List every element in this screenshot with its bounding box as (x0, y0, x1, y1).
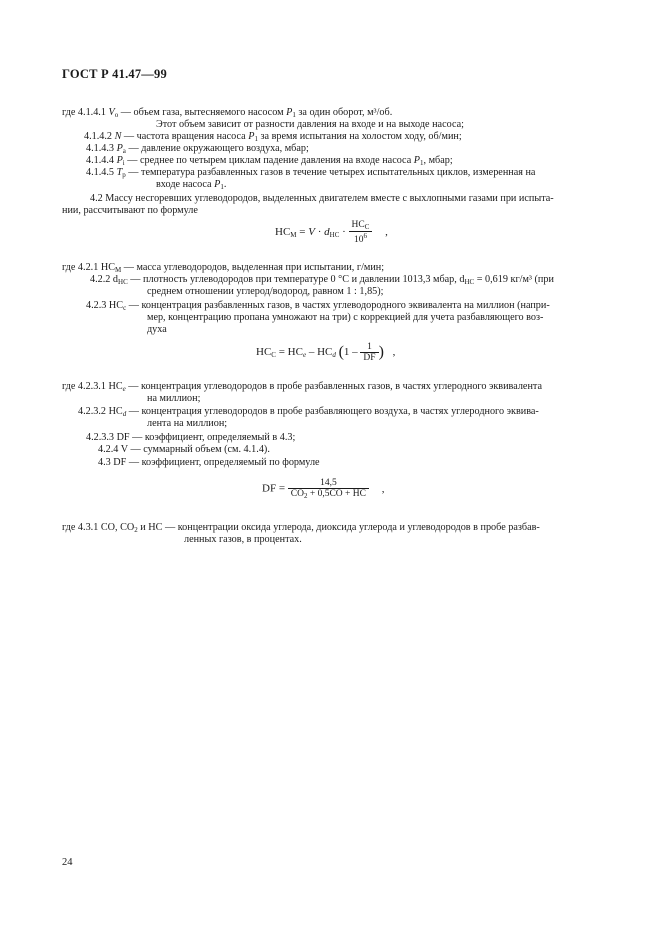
para-4-2-line1: 4.2 Массу несгоревших углеводородов, выделенных двигателем вместе с выхлопными газами при испыта- (90, 193, 554, 204)
def-4-1-4-2: 4.1.4.2 N — частота вращения насоса $P_1$ за время испытания на холостом ходу, об/мин; (84, 131, 462, 143)
def-4-1-4-3: 4.1.4.3 $P_a$ — давление окружающего воздуха, мбар; (86, 143, 309, 155)
def-4-1-4-1-note: Этот объем зависит от разности давления на входе и на выходе насоса; (156, 119, 464, 130)
def-4-2-3: 4.2.3 $HC_c$ — концентрация разбавленных газов, в частях углеводородного эквивалента на миллион (напри- (86, 300, 550, 312)
para-4-2-line2: нии, рассчитывают по формуле (62, 205, 198, 216)
page-header: ГОСТ Р 41.47—99 (62, 67, 167, 81)
def-4-2-3-cont1: мер, концентрацию пропана умножают на три) с коррекцией для учета разбавляющего воз- (147, 312, 544, 323)
def-4-2-3-cont2: духа (147, 324, 167, 335)
def-4-1-4-4: 4.1.4.4 $P_i$ — среднее по четырем циклам падение давления на входе насоса $P_1$, мбар; (86, 155, 453, 167)
def-4-1-4-5: 4.1.4.5 $T_p$ — температура разбавленных газов в течение четырех испытательных циклов, измеренная на (86, 167, 536, 179)
def-4-2-3-2-cont: лента на миллион; (147, 418, 228, 429)
formula-df: DF = $\frac{14,5}{CO_2 + 0,5CO + HC}$ , (262, 478, 385, 500)
def-4-3-1: где 4.3.1 CO, $CO_2$ и HC — концентрации оксида углерода, диоксида углерода и углеводородов в пробе разбав- (62, 522, 540, 534)
fraction-df: $\frac{14,5}{CO_2 + 0,5CO + HC}$ (288, 478, 369, 500)
def-4-2-3-2: 4.2.3.2 $HC_d$ — концентрация углеводородов в пробе разбавляющего воздуха, в частях углеродного эквива- (78, 406, 539, 418)
fraction-hcc-over-10e6: $\frac{HC_C}{10^6}$ (349, 220, 373, 245)
formula-hcm: $HC_M = V \cdot d_{HC}$ · $\frac{HC_C}{10^6}$ , (275, 220, 388, 246)
def-4-2-3-1-cont: на миллион; (147, 393, 201, 404)
def-4-3-1-cont: ленных газов, в процентах. (184, 534, 302, 545)
def-4-2-2: 4.2.2 $d_{HC}$ — плотность углеводородов при температуре 0 °С и давлении 1013,3 мбар, $d_{HC} = 0,619$ кг/м³ (при (90, 274, 554, 286)
formula-hcc: $HC_C = HC_e - HC_d$ (1 – $\frac{1}{DF}$ ) , (256, 342, 396, 363)
def-4-1-4-5-cont: входе насоса $P_1$. (156, 179, 227, 191)
def-4-2-3-1: где 4.2.3.1 $HC_e$ — концентрация углеводородов в пробе разбавленных газов, в частях углеродного эквивалента (62, 381, 543, 393)
page-number: 24 (62, 857, 73, 868)
def-4-3: 4.3 DF — коэффициент, определяемый по формуле (98, 457, 320, 468)
def-4-2-1: где 4.2.1 $HC_M$ — масса углеводородов, выделенная при испытании, г/мин; (62, 262, 385, 274)
def-4-2-3-3: 4.2.3.3 DF — коэффициент, определяемый в 4.3; (86, 432, 296, 443)
fraction-1-over-df: $\frac{1}{DF}$ (360, 342, 378, 363)
def-4-1-4-1: где 4.1.4.1 $V_o$ — объем газа, вытесняемого насосом $P_1$ за один оборот, м³/об. (62, 107, 393, 119)
def-4-2-2-cont: среднем отношении углерод/водород, равном 1 : 1,85); (147, 286, 384, 297)
def-4-2-4: 4.2.4 V — суммарный объем (см. 4.1.4). (98, 444, 270, 455)
